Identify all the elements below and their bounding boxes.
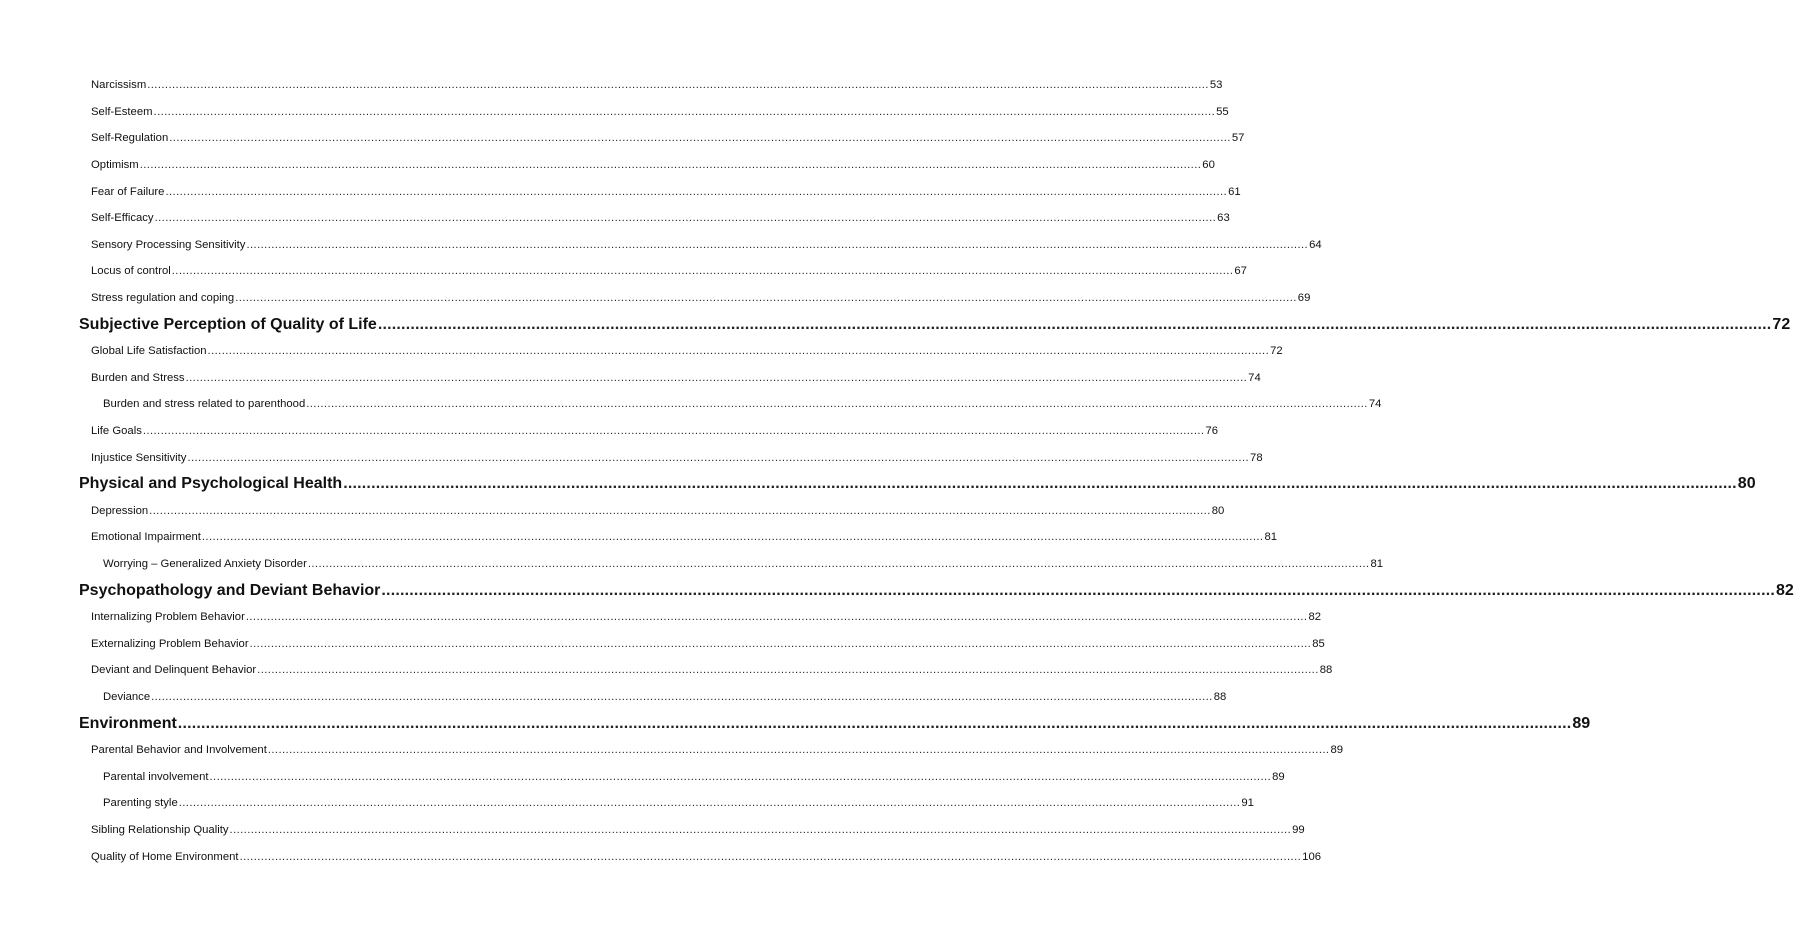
toc-page-number: 82 bbox=[1308, 611, 1322, 624]
toc-entry-label: Injustice Sensitivity bbox=[91, 451, 187, 464]
toc-page-number: 78 bbox=[1250, 451, 1263, 464]
toc-entry[interactable] bbox=[0, 444, 1263, 471]
toc-entry-label: Self-Efficacy bbox=[91, 212, 154, 225]
toc-page-number: 69 bbox=[1297, 292, 1311, 305]
toc-entry[interactable] bbox=[0, 763, 1285, 790]
toc-entry-label: Narcissism bbox=[91, 79, 147, 92]
dot-leader: ............................................................................................................................................................................................................................................................................................................ bbox=[151, 690, 1213, 703]
toc-entry-label: Fear of Failure bbox=[91, 185, 165, 198]
toc-page-number: 74 bbox=[1248, 371, 1261, 384]
toc-page-number: 61 bbox=[1228, 185, 1241, 198]
toc-page-number: 81 bbox=[1264, 531, 1278, 544]
dot-leader: ............................................................................................................................................................................................................................................................................................................ bbox=[153, 105, 1216, 118]
toc-entry-label: Externalizing Problem Behavior bbox=[91, 637, 249, 650]
toc-entry-label: Parental involvement bbox=[103, 770, 209, 783]
toc-entry[interactable] bbox=[0, 498, 1225, 525]
toc-page-number: 88 bbox=[1213, 690, 1227, 703]
dot-leader: ............................................................................................................................................................................................................................................................................................................ bbox=[178, 797, 1241, 810]
toc-entry-label: Emotional Impairment bbox=[91, 531, 201, 544]
toc-entry-label: Deviant and Delinquent Behavior bbox=[91, 664, 257, 677]
dot-leader: ............................................................................................................................................................................................................................................................................................................ bbox=[229, 823, 1292, 836]
toc-entry-label: Self-Regulation bbox=[91, 132, 169, 145]
toc-entry-label: Depression bbox=[91, 504, 149, 517]
toc-entry[interactable] bbox=[0, 365, 1261, 392]
dot-leader: ............................................................................................................................................................................................................................................................................................................ bbox=[165, 185, 1228, 198]
dot-leader: ............................................................................................................................................................................................................................................................................................................ bbox=[267, 744, 1330, 757]
toc-entry-label: Environment bbox=[79, 714, 177, 732]
toc-entry-label: Quality of Home Environment bbox=[91, 850, 239, 863]
toc-entry-label: Burden and Stress bbox=[91, 371, 185, 384]
toc-entry-label: Subjective Perception of Quality of Life bbox=[79, 315, 377, 333]
dot-leader: ............................................................................................................................................................................................................................................................................................................ bbox=[171, 265, 1234, 278]
toc-entry[interactable] bbox=[0, 205, 1230, 232]
toc-entry-label: Parenting style bbox=[103, 797, 178, 810]
toc-entry[interactable] bbox=[0, 152, 1215, 179]
toc-entry[interactable] bbox=[0, 72, 1223, 99]
toc-section-heading[interactable] bbox=[0, 311, 1791, 338]
toc-page-number: 57 bbox=[1231, 132, 1245, 145]
dot-leader: ............................................................................................................................................................................................................................................................................................................ bbox=[177, 714, 1572, 732]
dot-leader: ............................................................................................................................................................................................................................................................................................................ bbox=[249, 637, 1312, 650]
toc-page-number: 89 bbox=[1330, 744, 1344, 757]
toc-page-number: 76 bbox=[1205, 425, 1219, 438]
toc-entry-label: Burden and stress related to parenthood bbox=[103, 398, 306, 411]
toc-section-heading[interactable] bbox=[0, 471, 1756, 498]
toc-entry-label: Worrying – Generalized Anxiety Disorder bbox=[103, 557, 307, 570]
toc-entry[interactable] bbox=[0, 551, 1384, 578]
dot-leader: ............................................................................................................................................................................................................................................................................................................ bbox=[306, 398, 1368, 411]
toc-entry[interactable] bbox=[0, 657, 1333, 684]
dot-leader: ............................................................................................................................................................................................................................................................................................................ bbox=[147, 79, 1209, 92]
toc-entry[interactable] bbox=[0, 258, 1247, 285]
dot-leader: ............................................................................................................................................................................................................................................................................................................ bbox=[185, 371, 1248, 384]
toc-page-number: 74 bbox=[1368, 398, 1382, 411]
dot-leader: ............................................................................................................................................................................................................................................................................................................ bbox=[139, 159, 1202, 172]
dot-leader: ............................................................................................................................................................................................................................................................................................................ bbox=[239, 850, 1302, 863]
table-of-contents bbox=[0, 72, 1794, 870]
toc-entry[interactable] bbox=[0, 125, 1245, 152]
toc-entry-label: Life Goals bbox=[91, 425, 142, 438]
toc-entry[interactable] bbox=[0, 178, 1241, 205]
dot-leader: ............................................................................................................................................................................................................................................................................................................ bbox=[307, 557, 1370, 570]
toc-page-number: 63 bbox=[1217, 212, 1230, 225]
dot-leader: ............................................................................................................................................................................................................................................................................................................ bbox=[257, 664, 1319, 677]
toc-page-number: 99 bbox=[1292, 823, 1305, 836]
toc-page-number: 80 bbox=[1737, 475, 1756, 493]
toc-section-heading[interactable] bbox=[0, 710, 1591, 737]
toc-page-number: 88 bbox=[1319, 664, 1333, 677]
toc-page-number: 53 bbox=[1209, 79, 1223, 92]
toc-entry-label: Sensory Processing Sensitivity bbox=[91, 238, 246, 251]
toc-page-number: 64 bbox=[1309, 238, 1322, 251]
toc-entry[interactable] bbox=[0, 232, 1322, 259]
toc-page-number: 55 bbox=[1216, 105, 1229, 118]
toc-page-number: 82 bbox=[1776, 581, 1794, 599]
dot-leader: ............................................................................................................................................................................................................................................................................................................ bbox=[209, 770, 1272, 783]
toc-page-number: 91 bbox=[1241, 797, 1254, 810]
dot-leader: ............................................................................................................................................................................................................................................................................................................ bbox=[246, 238, 1309, 251]
toc-entry-label: Physical and Psychological Health bbox=[79, 475, 343, 493]
toc-entry-label: Global Life Satisfaction bbox=[91, 345, 207, 358]
toc-entry-label: Psychopathology and Deviant Behavior bbox=[79, 581, 381, 599]
toc-entry[interactable] bbox=[0, 630, 1325, 657]
toc-page-number: 85 bbox=[1312, 637, 1325, 650]
toc-page-number: 106 bbox=[1302, 850, 1322, 863]
toc-entry-label: Internalizing Problem Behavior bbox=[91, 611, 245, 624]
toc-entry[interactable] bbox=[0, 843, 1322, 870]
toc-page-number: 60 bbox=[1202, 159, 1215, 172]
toc-page-number: 72 bbox=[1270, 345, 1283, 358]
toc-entry-label: Deviance bbox=[103, 690, 151, 703]
toc-entry-label: Optimism bbox=[91, 159, 139, 172]
dot-leader: ............................................................................................................................................................................................................................................................................................................ bbox=[201, 531, 1264, 544]
toc-page-number: 80 bbox=[1211, 504, 1225, 517]
toc-entry[interactable] bbox=[0, 604, 1322, 631]
toc-entry[interactable] bbox=[0, 285, 1311, 312]
toc-entry-label: Sibling Relationship Quality bbox=[91, 823, 229, 836]
dot-leader: ............................................................................................................................................................................................................................................................................................................ bbox=[343, 475, 1737, 493]
dot-leader: ............................................................................................................................................................................................................................................................................................................ bbox=[381, 581, 1775, 599]
dot-leader: ............................................................................................................................................................................................................................................................................................................ bbox=[169, 132, 1231, 145]
toc-entry-label: Self-Esteem bbox=[91, 105, 153, 118]
dot-leader: ............................................................................................................................................................................................................................................................................................................ bbox=[142, 425, 1205, 438]
toc-entry[interactable] bbox=[0, 338, 1283, 365]
toc-page-number: 72 bbox=[1772, 315, 1791, 333]
toc-section-heading[interactable] bbox=[0, 577, 1794, 604]
toc-entry[interactable] bbox=[0, 99, 1229, 126]
toc-entry[interactable] bbox=[0, 790, 1254, 817]
dot-leader: ............................................................................................................................................................................................................................................................................................................ bbox=[187, 451, 1250, 464]
toc-page-number: 67 bbox=[1234, 265, 1247, 278]
dot-leader: ............................................................................................................................................................................................................................................................................................................ bbox=[154, 212, 1217, 225]
toc-entry[interactable] bbox=[0, 684, 1227, 711]
toc-entry-label: Locus of control bbox=[91, 265, 171, 278]
toc-entry[interactable] bbox=[0, 418, 1219, 445]
toc-entry-label: Stress regulation and coping bbox=[91, 292, 235, 305]
toc-entry-label: Parental Behavior and Involvement bbox=[91, 744, 267, 757]
dot-leader: ............................................................................................................................................................................................................................................................................................................ bbox=[207, 345, 1270, 358]
toc-entry[interactable] bbox=[0, 391, 1382, 418]
toc-page-number: 89 bbox=[1572, 714, 1591, 732]
dot-leader: ............................................................................................................................................................................................................................................................................................................ bbox=[377, 315, 1772, 333]
dot-leader: ............................................................................................................................................................................................................................................................................................................ bbox=[149, 504, 1211, 517]
toc-entry[interactable] bbox=[0, 817, 1305, 844]
dot-leader: ............................................................................................................................................................................................................................................................................................................ bbox=[245, 611, 1308, 624]
toc-entry[interactable] bbox=[0, 524, 1278, 551]
dot-leader: ............................................................................................................................................................................................................................................................................................................ bbox=[235, 292, 1297, 305]
toc-page-number: 89 bbox=[1272, 770, 1285, 783]
toc-page-number: 81 bbox=[1370, 557, 1384, 570]
toc-entry[interactable] bbox=[0, 737, 1344, 764]
